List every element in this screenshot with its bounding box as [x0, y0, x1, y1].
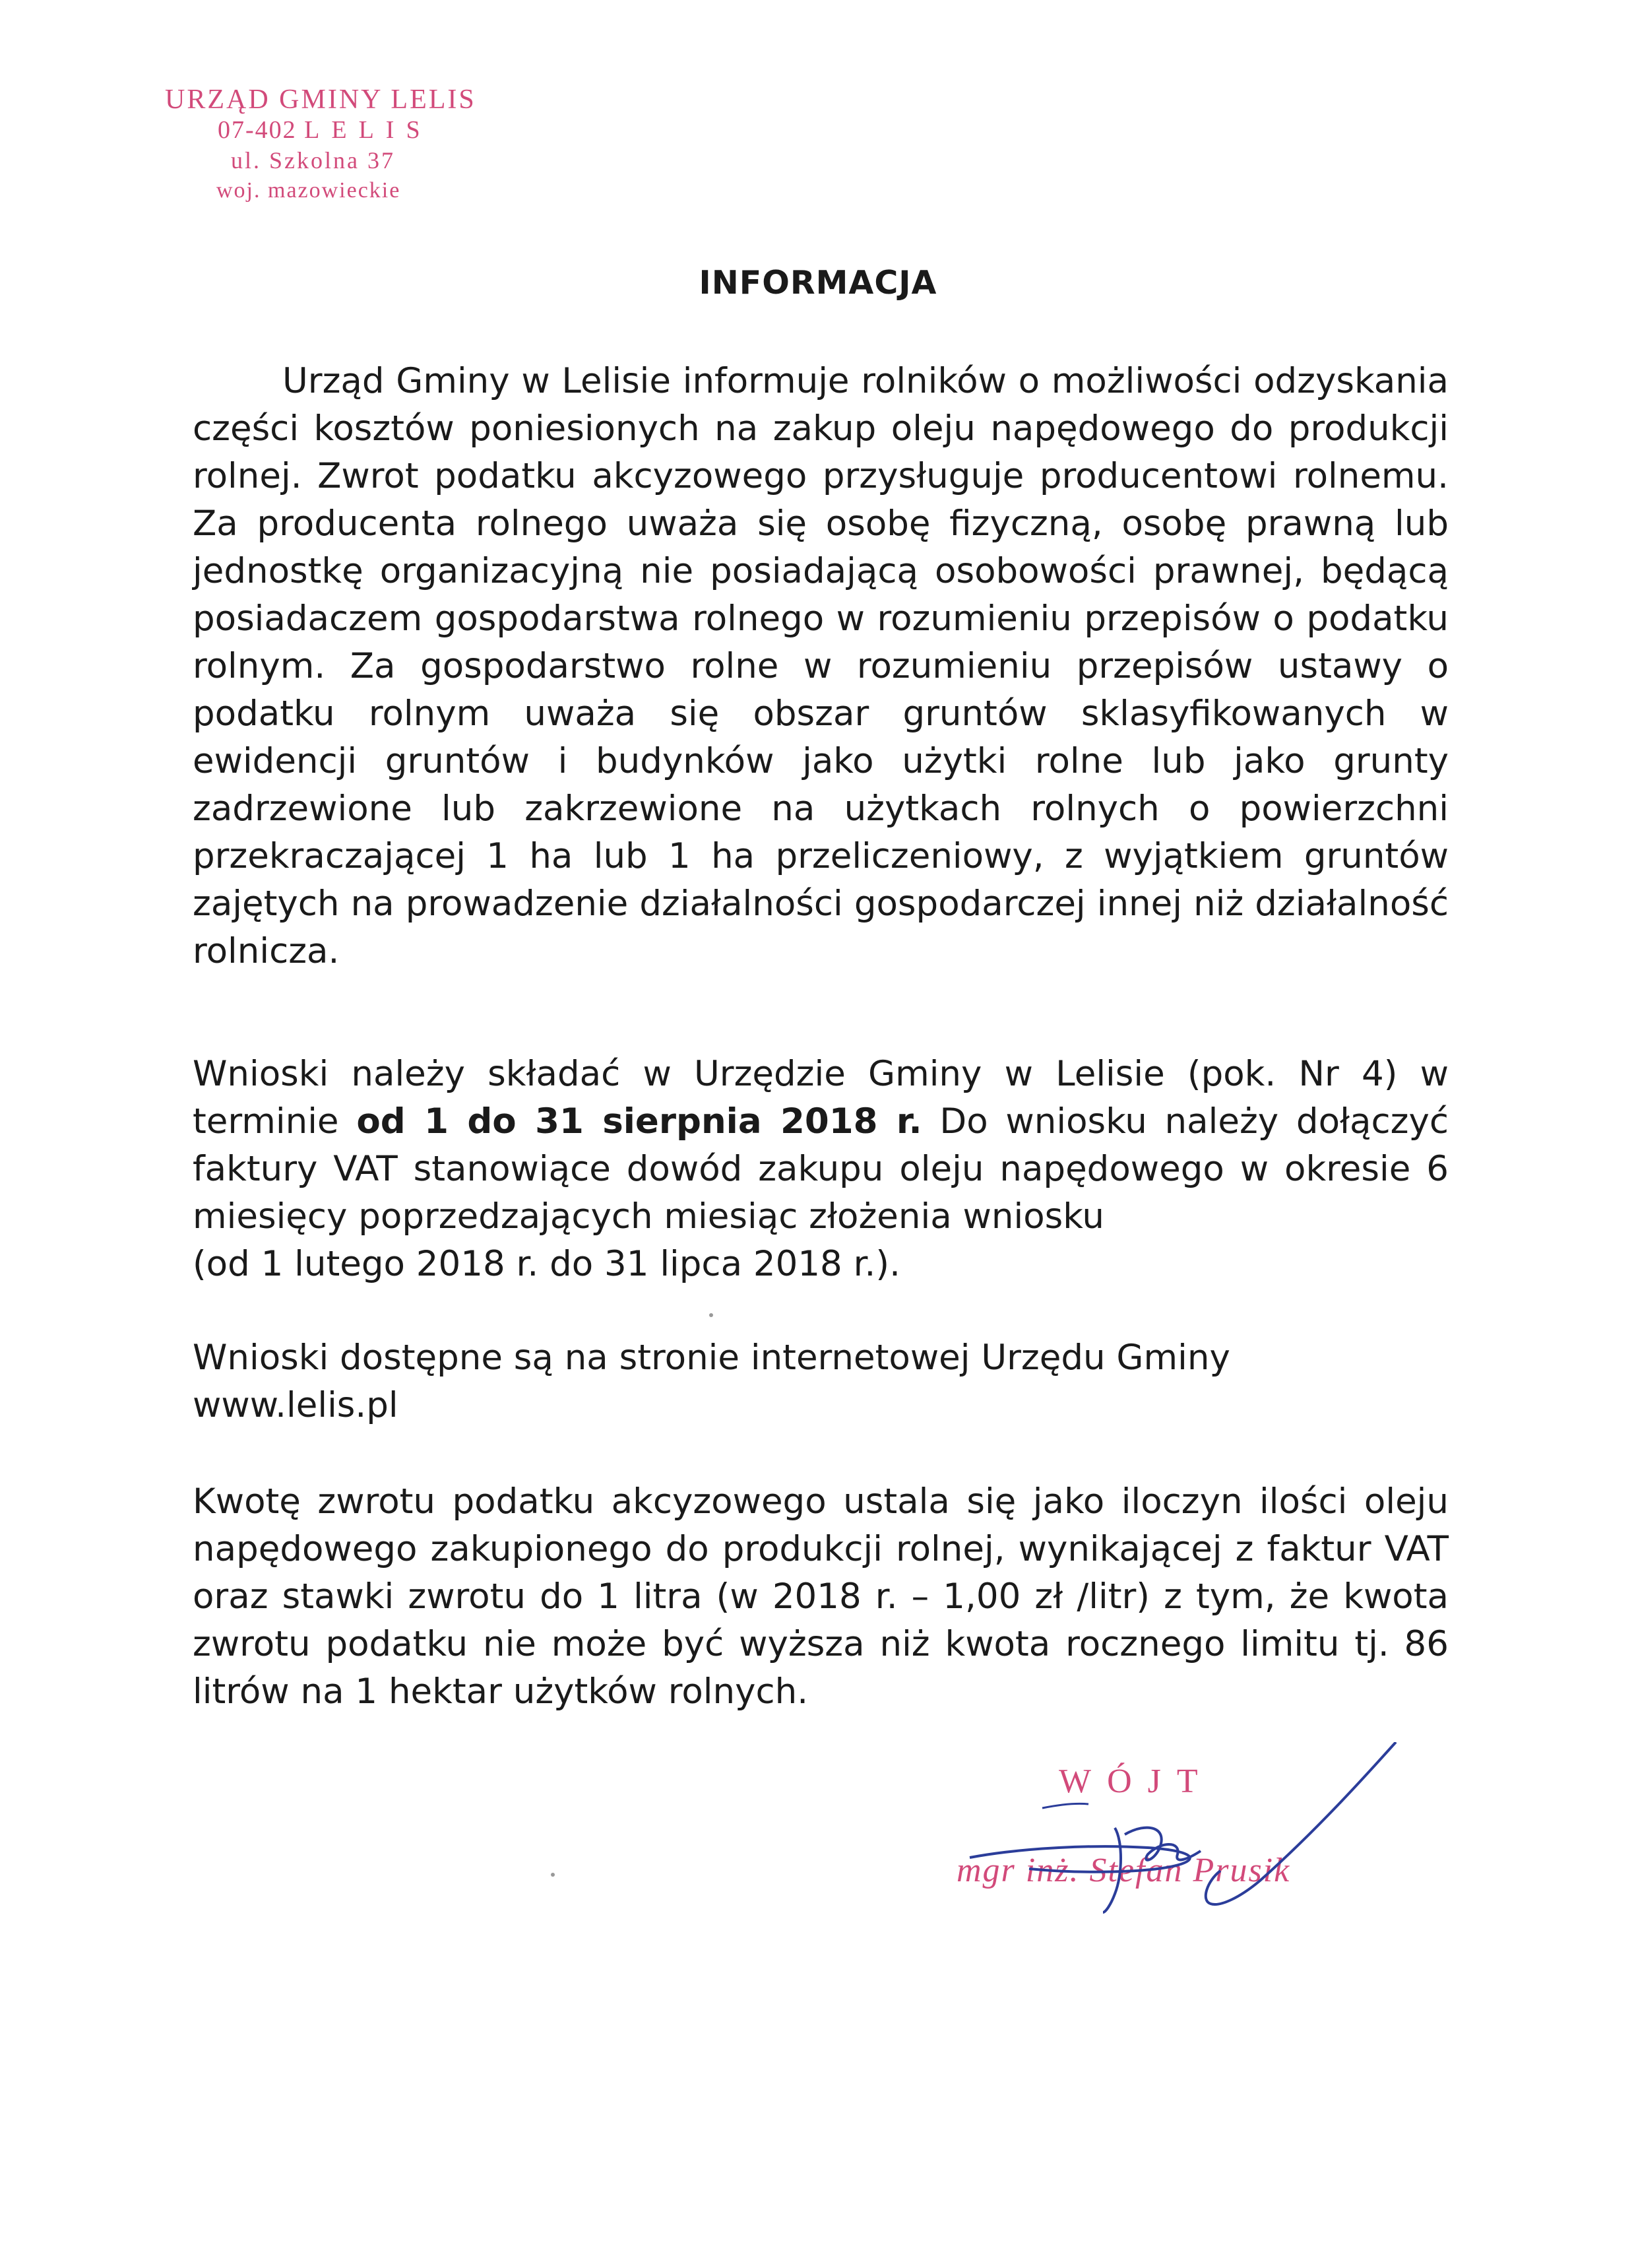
- stamp-postal-line: [218, 115, 548, 145]
- office-stamp: [152, 84, 548, 206]
- paragraph-eligibility: Urząd Gminy w Lelisie informuje rolników o możliwości odzyskania części kosztów poniesionych na zakup oleju napędowego do produkcji rolnej. Zwrot podatku akcyzowego przysługuje producentowi rolnemu. Za producenta rolnego uważa się osobę fizyczną, osobę prawną lub jednostkę organizacyjną nie posiadającą osobowości prawnej, będącą posiadaczem gospodarstwa rolnego w rozumieniu przepisów o podatku rolnym. Za gospodarstwo rolne w rozumieniu przepisów ustawy o podatku rolnym uważa się obszar gruntów sklasyfikowanych w ewidencji gruntów i budynków jako użytki rolne lub jako grunty zadrzewione lub zakrzewione na użytkach rolnych o powierzchni przekraczającej 1 ha lub 1 ha przeliczeniowy, z wyjątkiem gruntów zajętych na prowadzenie działalności gospodarczej innej niż działalność rolnicza.: [193, 361, 1449, 971]
- paragraph-forms: [193, 1334, 1449, 1429]
- application-period: (od 1 lutego 2018 r. do 31 lipca 2018 r.).: [193, 1244, 900, 1284]
- application-deadline: od 1 do 31 sierpnia 2018 r.: [356, 1101, 922, 1142]
- stamp-city: LELIS: [304, 116, 432, 144]
- handwritten-signature: [950, 1742, 1412, 1914]
- signature-stamp-name: mgr inż. Stefan Prusik: [957, 1852, 1291, 1889]
- scan-speck: [551, 1873, 555, 1877]
- stamp-street: ul. Szkolna 37: [231, 147, 395, 174]
- application-intro: Wnioski należy składać w Urzędzie Gminy w Lelisie (pok. Nr 4) w terminie: [193, 1054, 1449, 1142]
- document-title: INFORMACJA: [699, 264, 937, 302]
- signature-block: [950, 1742, 1412, 1914]
- paragraph-refund-amount: Kwotę zwrotu podatku akcyzowego ustala się jako iloczyn ilości oleju napędowego zakupionego do produkcji rolnej, wynikającej z faktur VAT oraz stawki zwrotu do 1 litra (w 2018 r. – 1,00 zł /litr) z tym, że kwota zwrotu podatku nie może być wyższa niż kwota rocznego limitu tj. 86 litrów na 1 hektar użytków rolnych.: [193, 1481, 1449, 1712]
- application-requirements: Do wniosku należy dołączyć faktury VAT stanowiące dowód zakupu oleju napędowego w okresie 6 miesięcy poprzedzających miesiąc złożenia wniosku: [193, 1101, 1449, 1237]
- paragraph-application: [193, 1051, 1449, 1288]
- stamp-voivodeship: woj. mazowieckie: [216, 178, 401, 203]
- stamp-postal-code: 07-402: [218, 116, 297, 144]
- scan-speck: [709, 1313, 713, 1317]
- forms-availability-text: Wnioski dostępne są na stronie internetowej Urzędu Gminy: [193, 1338, 1230, 1378]
- signature-stamp-title: WÓJT: [1059, 1763, 1214, 1800]
- stamp-office-name: URZĄD GMINY LELIS: [165, 84, 476, 115]
- website-link[interactable]: www.lelis.pl: [193, 1385, 398, 1425]
